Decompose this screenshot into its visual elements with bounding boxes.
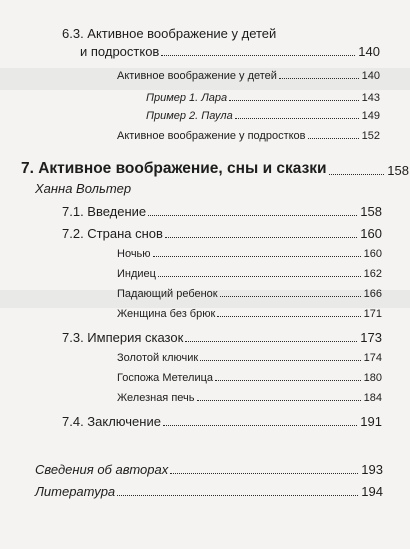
dot-leader — [197, 400, 361, 401]
page-number: 143 — [361, 92, 380, 104]
dot-leader — [229, 100, 358, 101]
toc-example[interactable]: Пример 2. Паула 149 — [146, 110, 380, 122]
toc-section-6-3-line1: 6.3. Активное воображение у детей — [62, 26, 277, 41]
page-number: 193 — [361, 462, 383, 477]
toc-subentry[interactable]: Активное воображение у подростков 152 — [117, 130, 380, 142]
page-number: 173 — [360, 330, 382, 345]
page-number: 160 — [363, 248, 382, 260]
toc-subentry[interactable]: Золотой ключик 174 — [117, 352, 382, 364]
page-number: 162 — [363, 268, 382, 280]
toc-example[interactable]: Пример 1. Лара 143 — [146, 92, 380, 104]
page-number: 171 — [363, 308, 382, 320]
toc-section-6-3[interactable]: и подростков 140 — [80, 44, 380, 59]
dot-leader — [148, 215, 357, 216]
dot-leader — [158, 276, 361, 277]
chapter-author: Ханна Вольтер — [35, 181, 132, 196]
toc-subentry[interactable]: Госпожа Метелица 180 — [117, 372, 382, 384]
toc-section-7-1[interactable]: 7.1. Введение 158 — [62, 204, 382, 219]
toc-subentry[interactable]: Активное воображение у детей 140 — [117, 70, 380, 82]
dot-leader — [165, 237, 357, 238]
toc-section-7-2[interactable]: 7.2. Страна снов 160 — [62, 226, 382, 241]
page-number: 166 — [363, 288, 382, 300]
page-number: 140 — [361, 70, 380, 82]
dot-leader — [215, 380, 361, 381]
dot-leader — [279, 78, 359, 79]
toc-subentry[interactable]: Индиец 162 — [117, 268, 382, 280]
page-number: 180 — [363, 372, 382, 384]
dot-leader — [117, 495, 358, 496]
toc-chapter-7[interactable]: 7. Активное воображение, сны и сказки 158 — [21, 160, 409, 178]
page-number: 191 — [360, 414, 382, 429]
page-number: 149 — [361, 110, 380, 122]
page-number: 184 — [363, 392, 382, 404]
dot-leader — [220, 296, 361, 297]
dot-leader — [163, 425, 357, 426]
page-number: 174 — [363, 352, 382, 364]
page-number: 160 — [360, 226, 382, 241]
dot-leader — [329, 174, 385, 175]
page-number: 140 — [358, 44, 380, 59]
toc-authors[interactable]: Сведения об авторах 193 — [35, 462, 383, 477]
dot-leader — [170, 473, 358, 474]
toc-subentry[interactable]: Женщина без брюк 171 — [117, 308, 382, 320]
dot-leader — [153, 256, 361, 257]
page-number: 158 — [360, 204, 382, 219]
page-number: 194 — [361, 484, 383, 499]
page-number: 158 — [387, 163, 409, 178]
dot-leader — [161, 55, 355, 56]
toc-subentry[interactable]: Железная печь 184 — [117, 392, 382, 404]
dot-leader — [235, 118, 359, 119]
dot-leader — [200, 360, 360, 361]
page-number: 152 — [361, 130, 380, 142]
toc-subentry[interactable]: Ночью 160 — [117, 248, 382, 260]
toc-literature[interactable]: Литература 194 — [35, 484, 383, 499]
toc-subentry[interactable]: Падающий ребенок 166 — [117, 288, 382, 300]
dot-leader — [217, 316, 360, 317]
toc-section-7-3[interactable]: 7.3. Империя сказок 173 — [62, 330, 382, 345]
toc-section-7-4[interactable]: 7.4. Заключение 191 — [62, 414, 382, 429]
dot-leader — [308, 138, 359, 139]
dot-leader — [185, 341, 357, 342]
